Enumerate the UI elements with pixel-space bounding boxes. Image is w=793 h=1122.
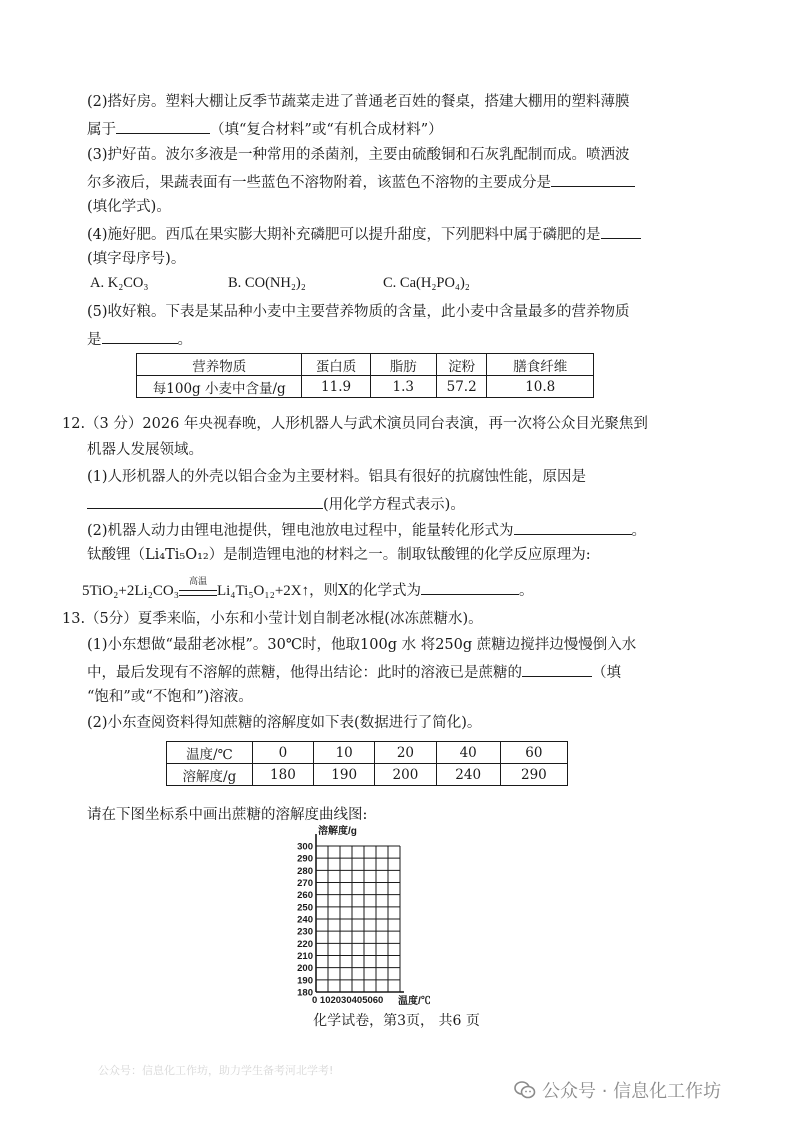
q11-part2-pre: 属于	[87, 122, 116, 138]
q11-part4-line1	[87, 223, 641, 245]
q12-line2: 机器人发展领域。	[87, 442, 203, 458]
reaction-arrow	[179, 575, 217, 601]
table-cell: 1.3	[370, 376, 436, 398]
q13-line3	[87, 661, 621, 683]
y-tick-labels	[297, 842, 313, 999]
q11-part5-pre: 是	[87, 332, 102, 348]
q12-line4-text: (用化学方程式表示)。	[323, 497, 465, 513]
wechat-icon	[514, 1080, 536, 1100]
table-cell: 190	[314, 764, 375, 786]
table-cell: 20	[375, 742, 436, 764]
answer-blank[interactable]	[102, 328, 178, 344]
y-tick-label: 200	[297, 963, 313, 975]
answer-blank[interactable]	[522, 661, 592, 677]
table-cell: 290	[500, 764, 567, 786]
q11-part2-line1: (2)搭好房。塑料大棚让反季节蔬菜走进了普通老百姓的餐桌，搭建大棚用的塑料薄膜	[87, 94, 630, 110]
table-row	[167, 742, 568, 764]
table-header-cell: 膳食纤维	[487, 354, 594, 376]
q13-line1: 13.（5分）夏季来临，小东和小莹计划自制老冰棍(冰冻蔗糖水)。	[62, 611, 483, 627]
table-cell: 200	[375, 764, 436, 786]
table-header-row	[137, 354, 594, 376]
equation-tail-post: 。	[518, 583, 534, 599]
q13-line6: 请在下图坐标系中画出蔗糖的溶解度曲线图:	[87, 807, 368, 823]
table-cell: 180	[252, 764, 313, 786]
table-cell: 240	[436, 764, 500, 786]
y-tick-label: 210	[297, 951, 313, 962]
watermark-text: 公众号：信息化工作坊，助力学生备考河北学考!	[98, 1064, 334, 1077]
chemical-equation	[82, 575, 534, 601]
q13-line4: “饱和”或“不饱和”)溶液。	[87, 689, 253, 705]
equation-left: 5TiO₂+2Li₂CO₃	[82, 583, 179, 599]
y-tick-label: 240	[297, 914, 313, 926]
x-tick-labels: 0 102030405060	[312, 995, 384, 1006]
table-row	[167, 764, 568, 786]
q12-line5-text: (2)机器人动力由锂电池提供，锂电池放电过程中，能量转化形式为	[87, 523, 514, 539]
y-tick-label: 260	[297, 890, 313, 902]
q11-part3-text: 尔多液后，果蔬表面有一些蓝色不溶物附着，该蓝色不溶物的主要成分是	[87, 175, 551, 191]
table-cell: 11.9	[302, 376, 370, 398]
y-tick-label: 220	[297, 938, 313, 950]
table-header-cell: 淀粉	[436, 354, 487, 376]
q11-part2-post: （填“复合材料”或“有机合成材料”）	[210, 122, 443, 138]
table-cell: 40	[436, 742, 500, 764]
answer-blank[interactable]	[601, 223, 641, 239]
table-header-cell: 蛋白质	[302, 354, 370, 376]
y-tick-label: 180	[297, 987, 313, 999]
option-a: A. K₂CO₃	[90, 275, 149, 291]
table-cell: 60	[500, 742, 567, 764]
q11-part3-line1: (3)护好苗。波尔多液是一种常用的杀菌剂，主要由硫酸铜和石灰乳配制而成。喷洒波	[87, 147, 630, 163]
q11-part3-line2	[87, 171, 635, 193]
x-axis-label: 温度/℃	[398, 996, 431, 1007]
y-tick-label: 250	[297, 902, 313, 914]
equals-sign	[179, 590, 217, 596]
page-footer: 化学试卷，第3页， 共6 页	[313, 1013, 480, 1029]
table-header-cell: 脂肪	[370, 354, 436, 376]
table-cell: 溶解度/g	[167, 764, 253, 786]
q12-line1: 12.（3 分）2026 年央视春晚，人形机器人与武术演员同台表演，再一次将公众目光聚焦到	[62, 416, 648, 432]
option-b: B. CO(NH₂)₂	[228, 275, 306, 291]
answer-blank[interactable]	[421, 579, 519, 595]
q11-part5-post: 。	[177, 332, 192, 348]
chart-grid	[316, 834, 404, 992]
q11-part5-line2	[87, 328, 192, 350]
solubility-chart-grid[interactable]	[280, 822, 460, 1012]
answer-blank[interactable]	[116, 118, 210, 134]
q11-part2-line2	[87, 118, 443, 140]
answer-blank[interactable]	[87, 493, 323, 509]
solubility-table	[166, 741, 568, 786]
q12-line6: 钛酸锂（Li₄Ti₅O₁₂）是制造锂电池的材料之一。制取钛酸锂的化学反应原理为:	[87, 547, 591, 563]
wechat-watermark	[514, 1077, 721, 1103]
q11-part5-line1: (5)收好粮。下表是某品种小麦中主要营养物质的含量，此小麦中含量最多的营养物质	[87, 304, 630, 320]
q13-line3-post: （填	[592, 665, 621, 681]
y-tick-label: 300	[297, 841, 313, 853]
table-row	[137, 376, 594, 398]
y-tick-label: 270	[297, 878, 313, 889]
y-tick-label: 290	[297, 853, 313, 865]
answer-blank[interactable]	[514, 519, 632, 535]
answer-blank[interactable]	[551, 171, 635, 187]
q11-part4-text: (4)施好肥。西瓜在果实膨大期补充磷肥可以提升甜度，下列肥料中属于磷肥的是	[87, 227, 601, 243]
table-cell: 10.8	[487, 376, 594, 398]
y-axis-label: 溶解度/g	[318, 826, 357, 837]
equation-tail: ，则X的化学式为	[309, 583, 421, 599]
q12-line3: (1)人形机器人的外壳以铝合金为主要材料。铝具有很好的抗腐蚀性能，原因是	[87, 469, 587, 485]
q11-part4-line2: (填字母序号)。	[87, 251, 186, 267]
q13-line3-text: 中，最后发现有不溶解的蔗糖，他得出结论：此时的溶液已是蔗糖的	[87, 665, 522, 681]
y-tick-label: 280	[297, 865, 313, 877]
table-cell: 每100g 小麦中含量/g	[137, 376, 302, 398]
q13-line2: (1)小东想做“最甜老冰棍”。30℃时，他取100g 水 将250g 蔗糖边搅拌边慢慢倒入水	[87, 637, 637, 653]
q12-line5	[87, 519, 646, 541]
table-header-cell: 营养物质	[137, 354, 302, 376]
table-cell: 10	[314, 742, 375, 764]
y-tick-label: 230	[297, 926, 313, 938]
reaction-condition: 高温	[188, 575, 207, 586]
q13-line5: (2)小东查阅资料得知蔗糖的溶解度如下表(数据进行了简化)。	[87, 715, 482, 731]
table-cell: 0	[252, 742, 313, 764]
q12-line4	[87, 493, 465, 515]
q12-line5-post: 。	[631, 523, 647, 539]
equation-right: Li₄Ti₅O₁₂+2X↑	[216, 583, 310, 599]
watermark-account: 公众号 · 信息化工作坊	[542, 1081, 722, 1102]
wheat-nutrition-table	[136, 353, 594, 398]
q11-part3-line3: (填化学式)。	[87, 199, 171, 215]
table-cell: 温度/℃	[167, 742, 253, 764]
y-tick-label: 190	[297, 975, 313, 987]
table-cell: 57.2	[436, 376, 487, 398]
option-c: C. Ca(H₂PO₄)₂	[383, 275, 470, 291]
